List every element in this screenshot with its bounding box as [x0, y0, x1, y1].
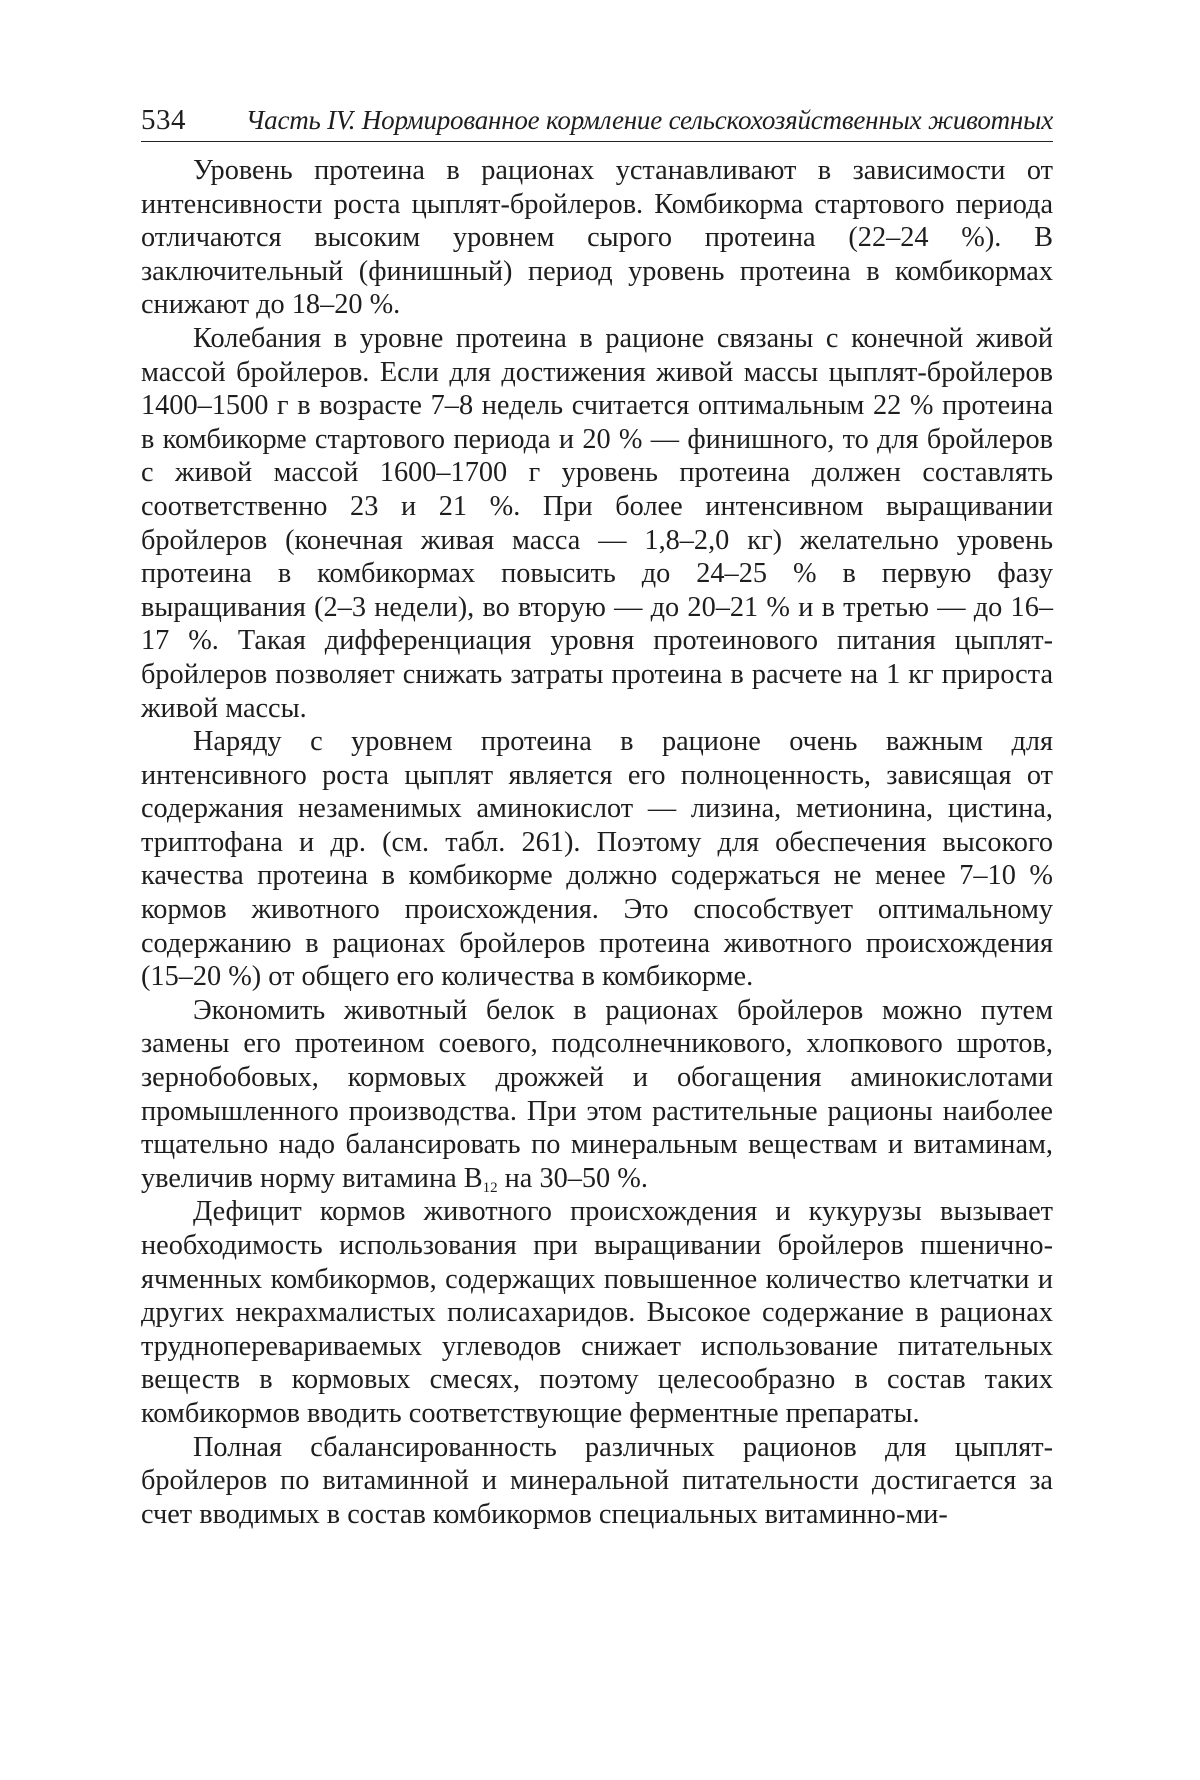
paragraph-text: Экономить животный белок в рационах бройлеров можно путем замены его протеином соевого, подсолнечникового, хлопкового шротов, зернобобовых, кормовых дрожжей и обогащения аминокислотами промышленного производства. При этом растительные рационы наиболее тщательно надо балансировать по минеральным веществам и витаминам, увеличив норму витамина B: [141, 994, 1053, 1194]
running-header: [141, 104, 1053, 142]
paragraph: Колебания в уровне протеина в рационе связаны с конечной живой массой бройлеров. Если для достижения живой массы цыплят-бройлеров 1400–1500 г в возрасте 7–8 недель считается оптимальным 22 % протеина в комбикорме стартового периода и 20 % — финишного, то для бройлеров с живой массой 1600–1700 г уровень протеина должен составлять соответственно 23 и 21 %. При более интенсивном выращивании бройлеров (конечная живая масса — 1,8–2,0 кг) желательно уровень протеина в комбикормах повысить до 24–25 % в первую фазу выращивания (2–3 недели), во вторую — до 20–21 % и в третью — до 16–17 %. Такая дифференциация уровня протеинового питания цыплят-бройлеров позволяет снижать затраты протеина в расчете на 1 кг прироста живой массы.: [141, 322, 1053, 724]
book-page: [141, 104, 1053, 1531]
paragraph: Уровень протеина в рационах устанавливают в зависимости от интенсивности роста цыплят-бройлеров. Комбикорма стартового периода отличаются высоким уровнем сырого протеина (22–24 %). В заключительный (финишный) период уровень протеина в комбикормах снижают до 18–20 %.: [141, 155, 1053, 321]
paragraph: Полная сбалансированность различных рационов для цыплят-бройлеров по витаминной и минеральной питательности достигается за счет вводимых в состав комбикормов специальных витаминно-ми-: [141, 1431, 1053, 1530]
paragraph: [141, 994, 1053, 1196]
running-title: Часть IV. Нормированное кормление сельскохозяйственных животных: [245, 105, 1053, 135]
paragraph: Наряду с уровнем протеина в рационе очень важным для интенсивного роста цыплят является его полноценность, зависящая от содержания незаменимых аминокислот — лизина, метионина, цистина, триптофана и др. (см. табл. 261). Поэтому для обеспечения высокого качества протеина в комбикорме должно содержаться не менее 7–10 % кормов животного происхождения. Это способствует оптимальному содержанию в рационах бройлеров протеина животного происхождения (15–20 %) от общего его количества в комбикорме.: [141, 726, 1053, 993]
paragraph-text-end: на 30–50 %.: [497, 1162, 648, 1194]
page-number: 534: [141, 104, 186, 136]
vitamin-subscript: 12: [482, 1179, 498, 1196]
body-text: [141, 154, 1053, 1531]
paragraph: Дефицит кормов животного происхождения и кукурузы вызывает необходимость использования при выращивании бройлеров пшенично-ячменных комбикормов, содержащих повышенное количество клетчатки и других некрахмалистых полисахаридов. Высокое содержание в рационах трудноперевариваемых углеводов снижает использование питательных веществ в кормовых смесях, поэтому целесообразно в состав таких комбикормов вводить соответствующие ферментные препараты.: [141, 1196, 1053, 1429]
